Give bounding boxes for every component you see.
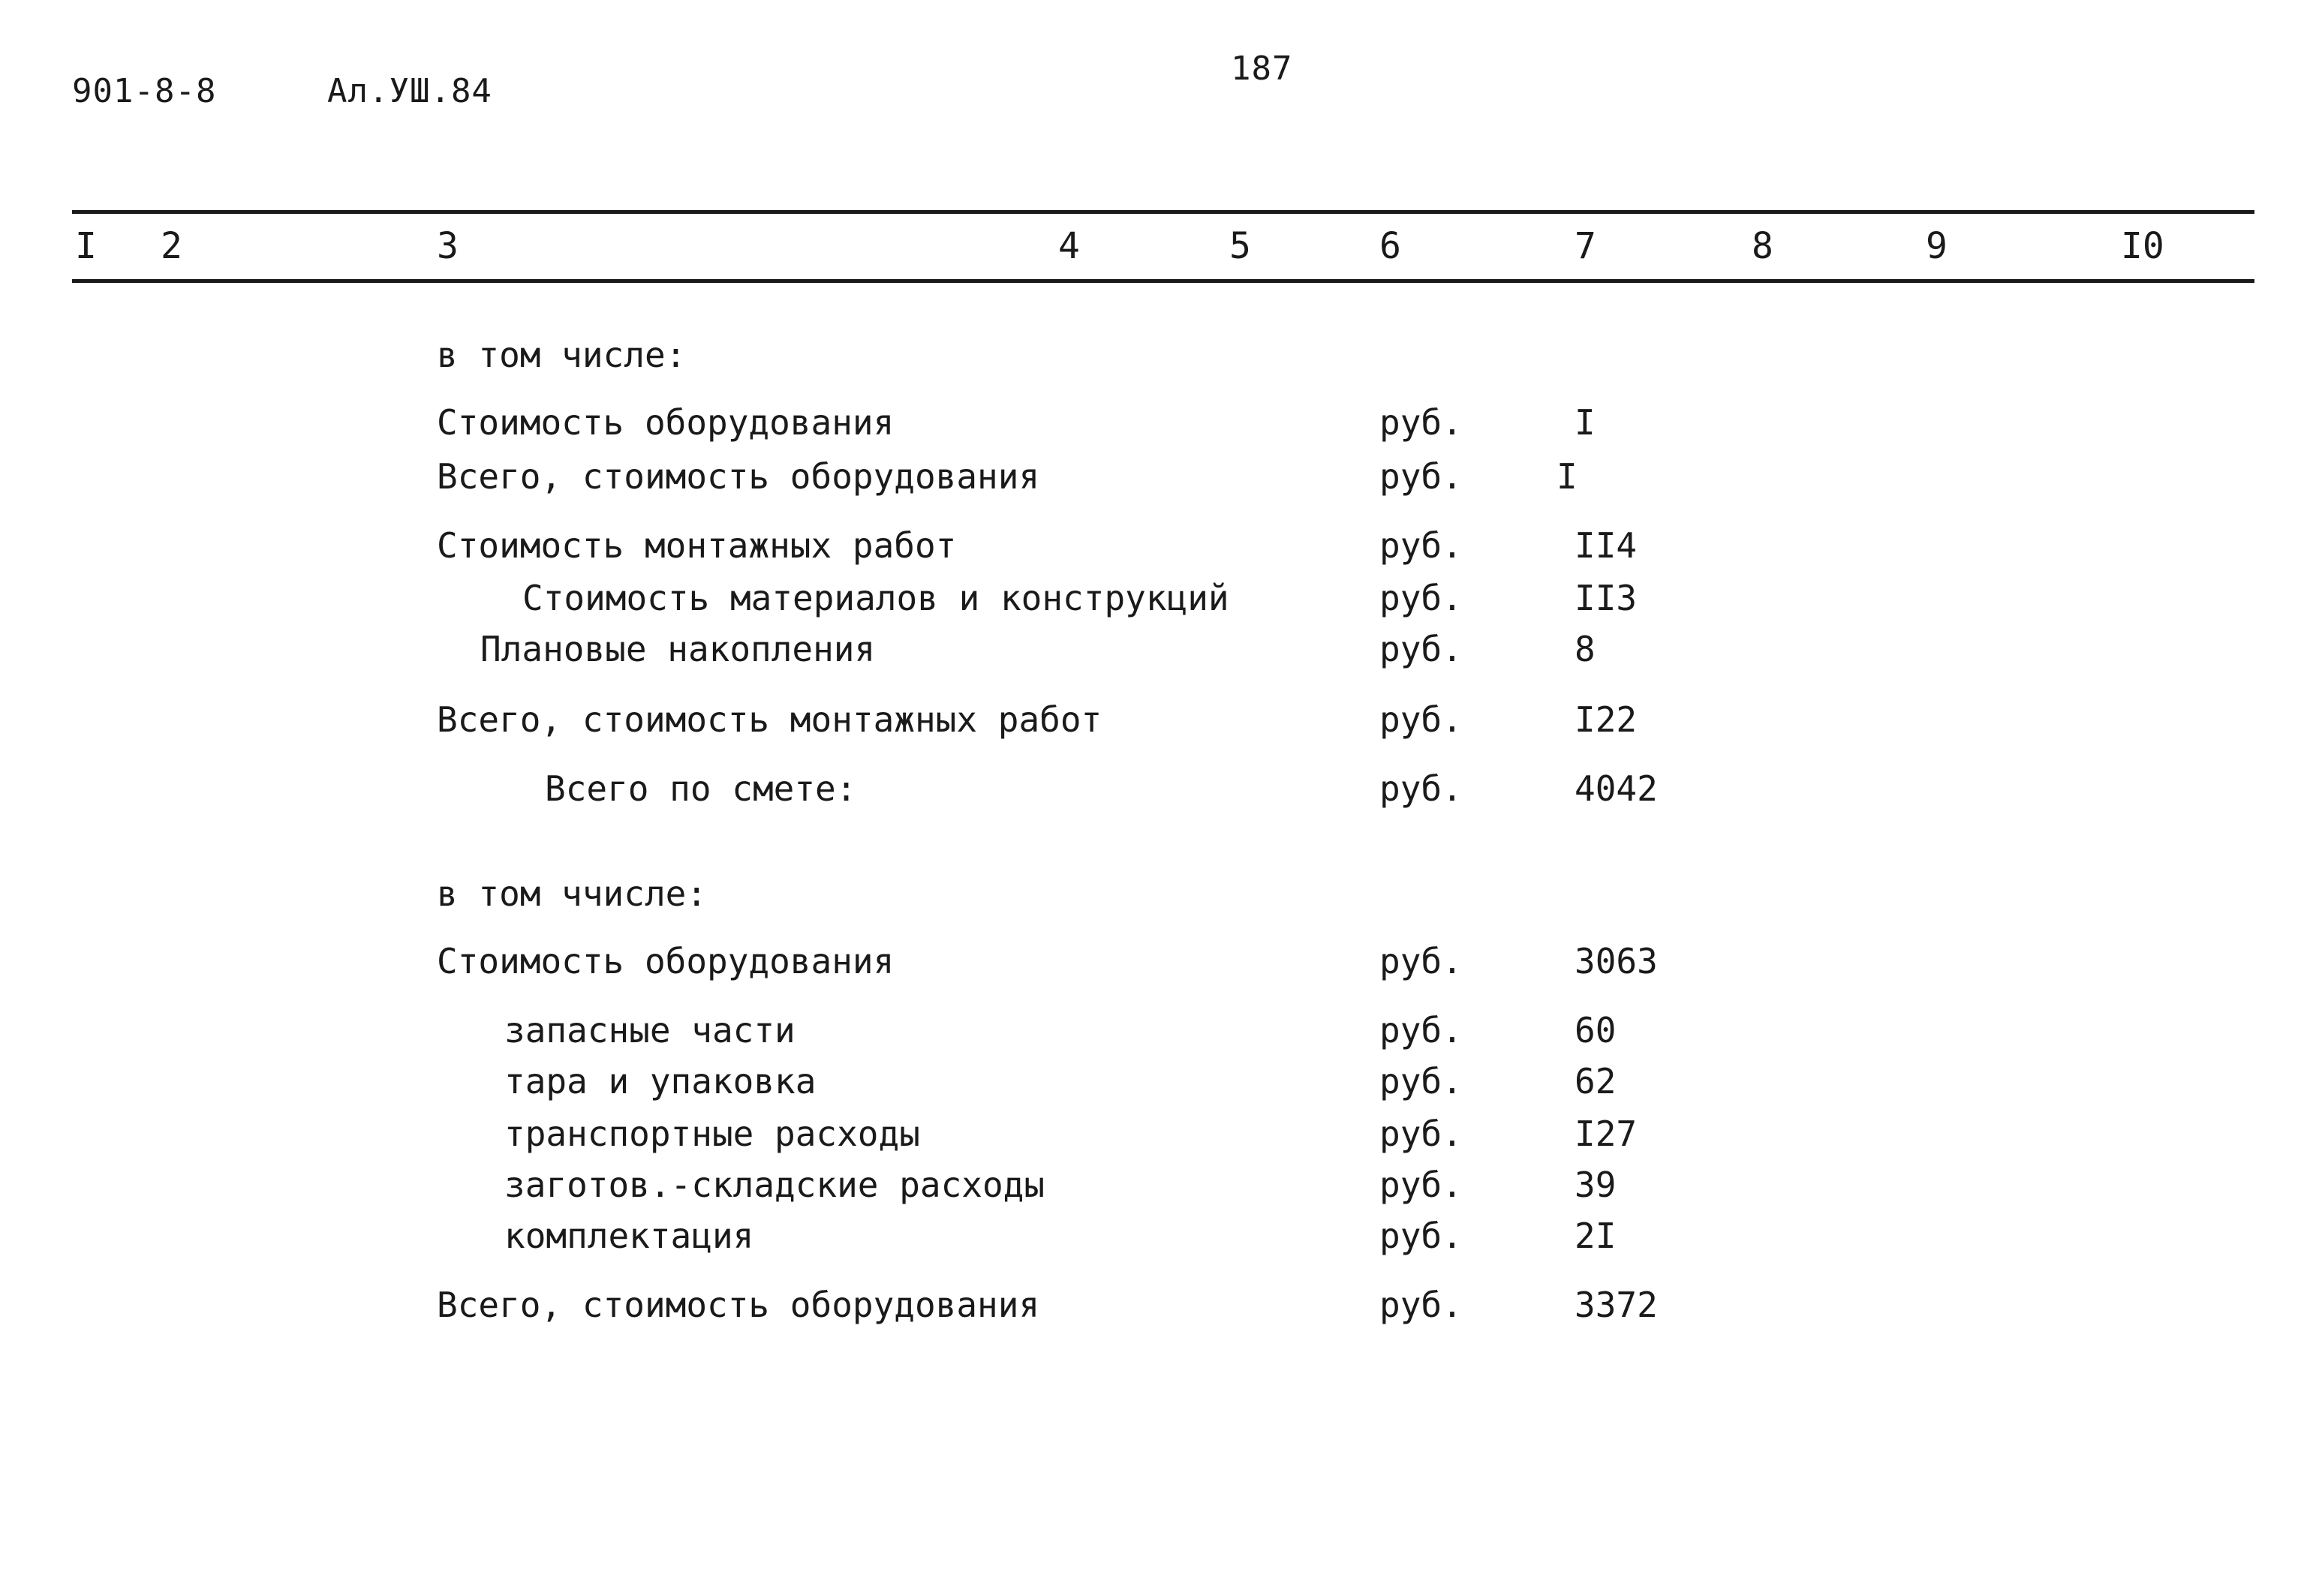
column-number: 6 [1379,225,1401,267]
row-label: комплектация [504,1216,754,1256]
row-label: тара и упаковка [504,1061,817,1102]
row-value: II3 [1575,578,1638,618]
row-label: запасные части [504,1010,796,1050]
row-unit: руб. [1379,629,1463,669]
row-value: 62 [1575,1061,1617,1102]
column-number: I [75,225,97,267]
row-label: Всего, стоимость оборудования [437,1285,1040,1325]
row-unit: руб. [1379,768,1463,809]
row-label: заготов.-складские расходы [504,1165,1045,1205]
column-number: 3 [437,225,459,267]
row-value: I [1575,402,1596,443]
row-value: 39 [1575,1165,1617,1205]
row-unit: руб. [1379,1285,1463,1325]
document-code: 901-8-8 [72,72,217,110]
column-number: I0 [2121,225,2164,267]
row-value: I [1557,456,1578,497]
row-value: 2I [1575,1216,1617,1256]
table-header-top-rule [72,210,2254,214]
row-label: Стоимость материалов и конструкций [522,578,1229,618]
row-label: Всего по смете: [545,768,857,809]
row-unit: руб. [1379,941,1463,981]
row-label: Всего, стоимость оборудования [437,456,1040,497]
row-value: II4 [1575,525,1638,566]
row-value: 3063 [1575,941,1658,981]
row-unit: руб. [1379,1061,1463,1102]
row-label: транспортные расходы [504,1114,920,1154]
sheet-reference: Ал.УШ.84 [327,72,492,110]
row-value: I22 [1575,699,1638,740]
column-number: 5 [1229,225,1251,267]
row-label: Всего, стоимость монтажных работ [437,699,1102,740]
table-header-bottom-rule [72,279,2254,283]
row-value: I27 [1575,1114,1638,1154]
row-value: 8 [1575,629,1596,669]
row-unit: руб. [1379,456,1463,497]
row-value: 4042 [1575,768,1658,809]
row-label: Стоимость оборудования [437,402,895,443]
column-number: 4 [1058,225,1080,267]
row-label: Стоимость оборудования [437,941,895,981]
row-label: в том ччисле: [437,873,708,914]
column-number: 7 [1575,225,1596,267]
column-number: 2 [161,225,182,267]
row-label: Плановые накопления [480,629,876,669]
row-unit: руб. [1379,1114,1463,1154]
row-label: Стоимость монтажных работ [437,525,957,566]
row-unit: руб. [1379,1165,1463,1205]
row-label: в том числе: [437,335,687,375]
row-unit: руб. [1379,699,1463,740]
page-number: 187 [1231,50,1293,88]
row-unit: руб. [1379,525,1463,566]
row-unit: руб. [1379,1010,1463,1050]
row-value: 60 [1575,1010,1617,1050]
column-number: 8 [1752,225,1773,267]
row-value: 3372 [1575,1285,1658,1325]
row-unit: руб. [1379,1216,1463,1256]
row-unit: руб. [1379,402,1463,443]
column-number: 9 [1926,225,1948,267]
row-unit: руб. [1379,578,1463,618]
